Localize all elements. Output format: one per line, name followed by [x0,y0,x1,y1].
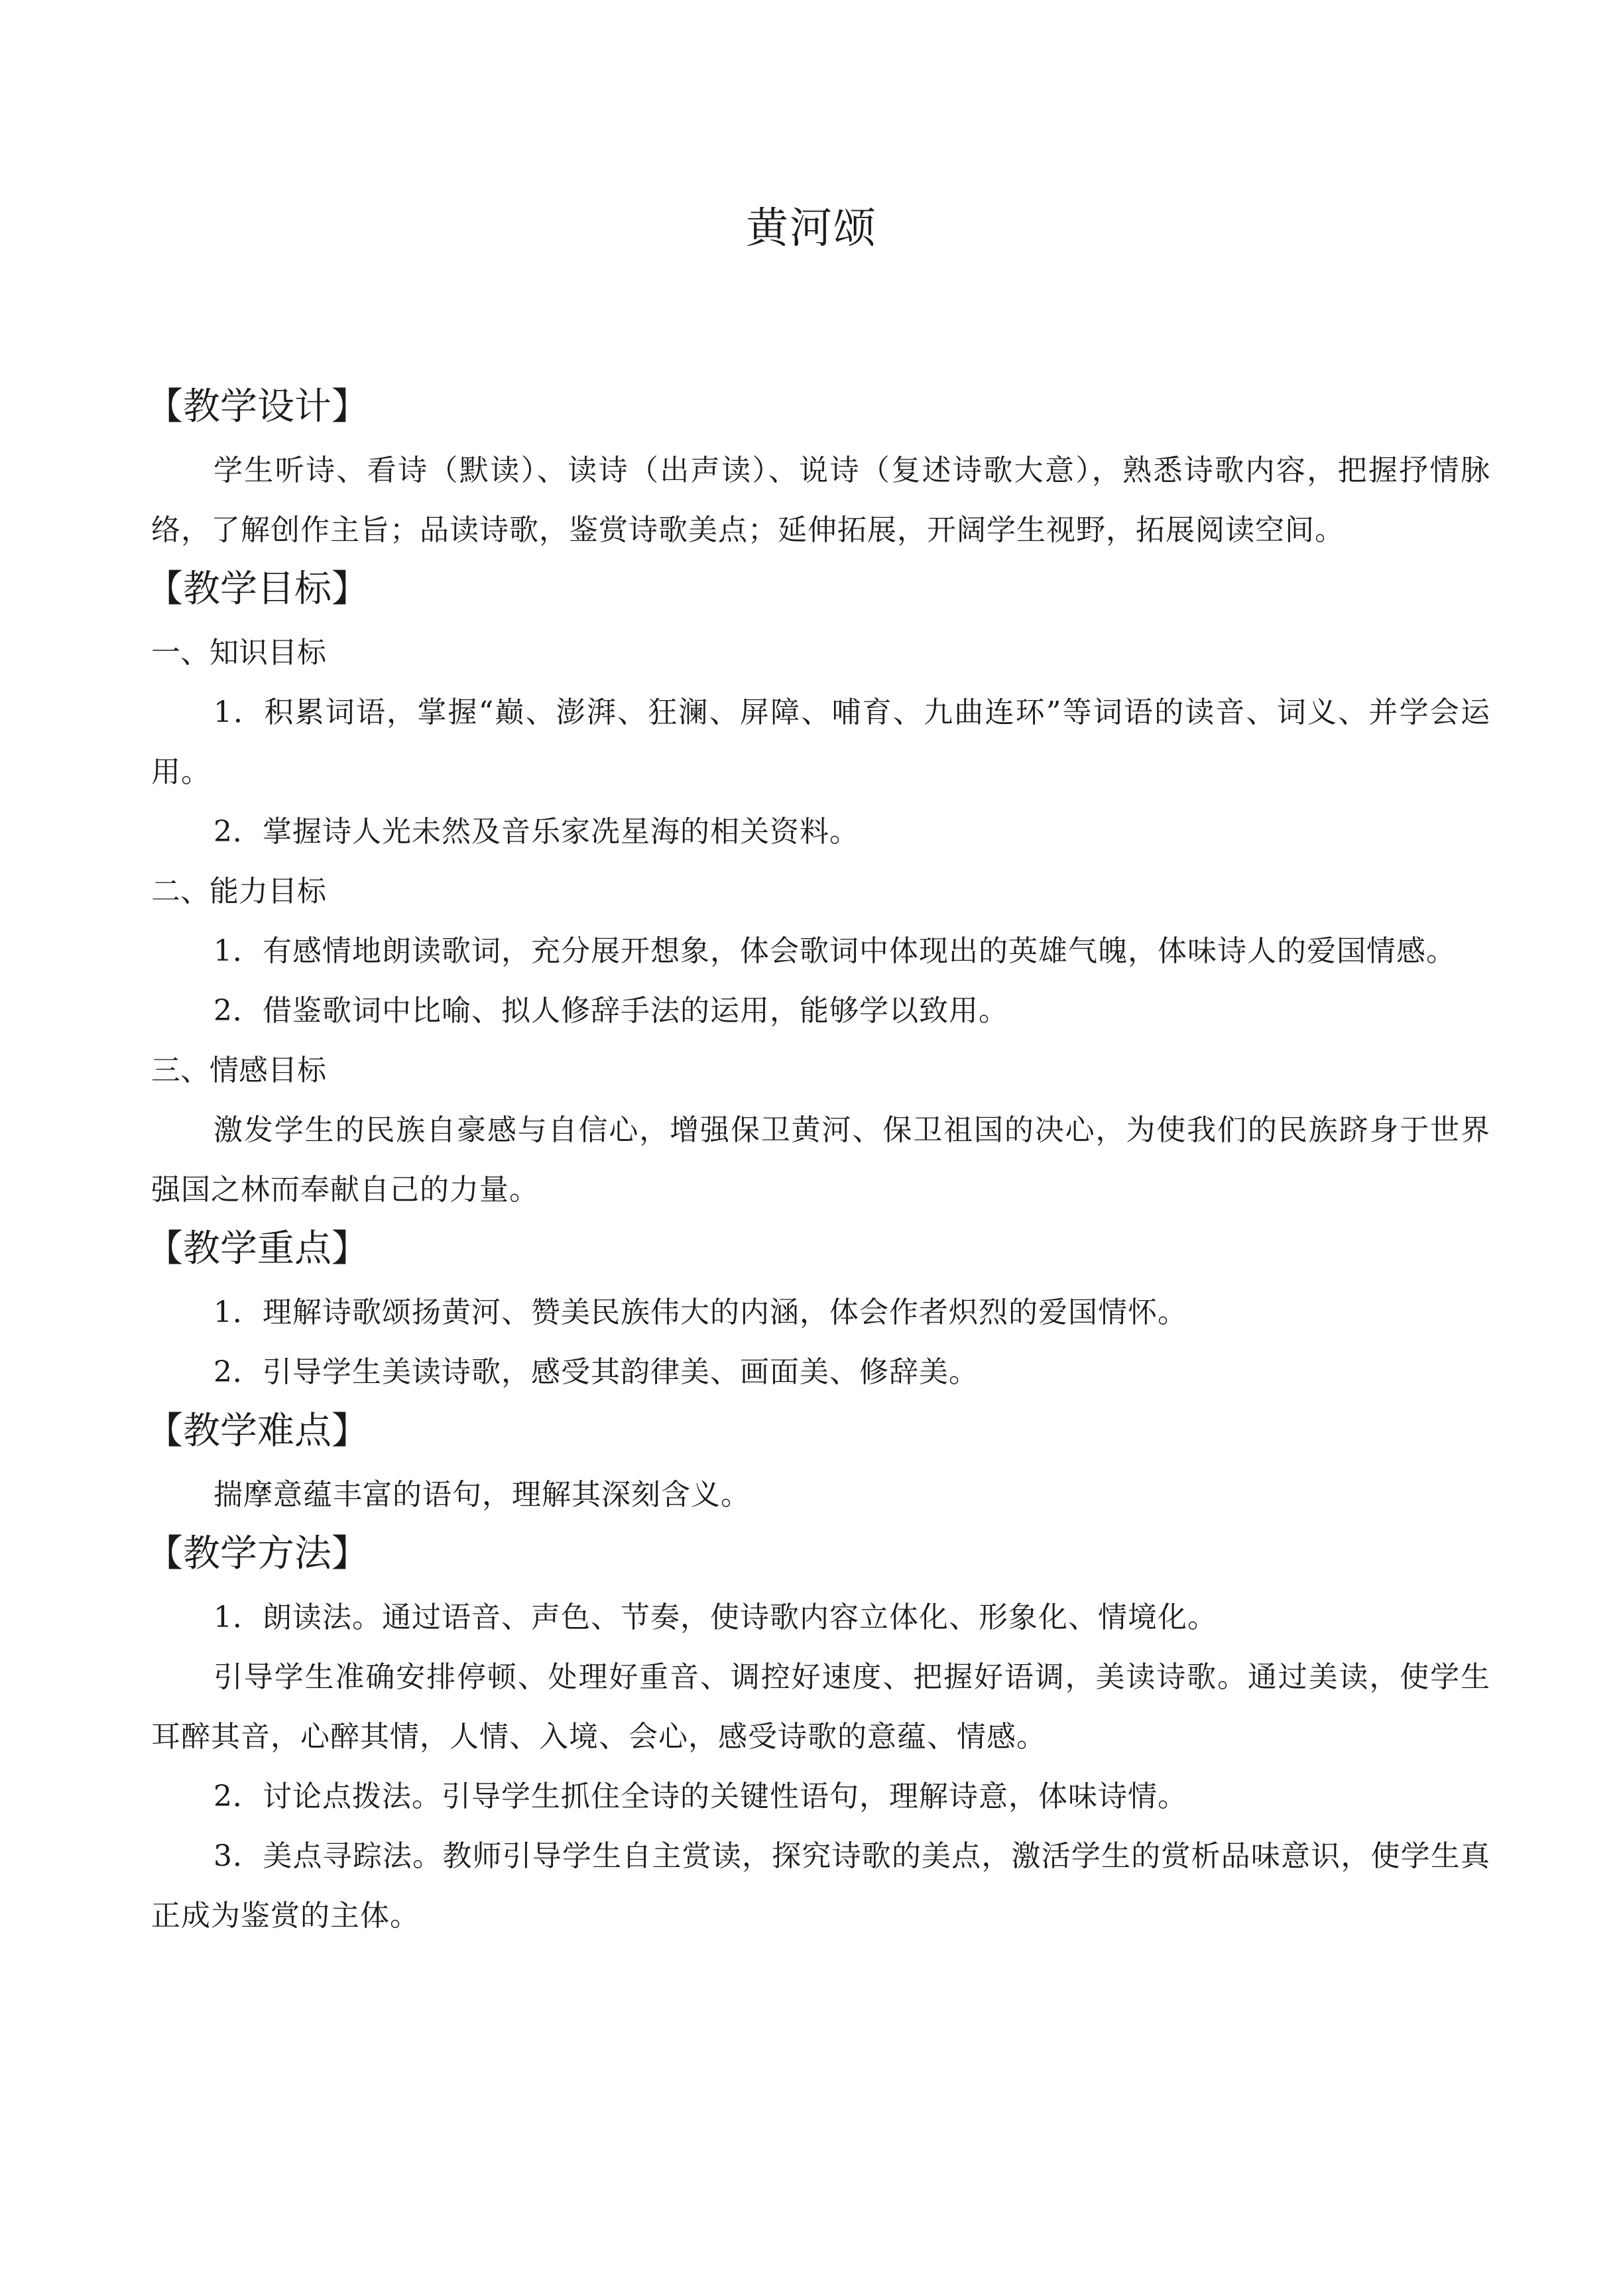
subheading-emotion-goals: 三、情感目标 [151,1054,326,1087]
design-paragraph: 学生听诗、看诗（默读）、读诗（出声读）、说诗（复述诗歌大意），熟悉诗歌内容，把握抒情脉络，了解创作主旨；品读诗歌，鉴赏诗歌美点；延伸拓展，开阔学生视野，拓展阅读空间。 [151,453,1490,547]
method-2: 2．讨论点拨法。引导学生抓住全诗的关键性语句，理解诗意，体味诗情。 [213,1780,1187,1813]
document-title: 黄河颂 [746,204,877,253]
knowledge-goal-1: 1．积累词语，掌握“巅、澎湃、狂澜、屏障、哺育、九曲连环”等词语的读音、词义、并学会运用。 [151,695,1490,789]
key-point-2: 2．引导学生美读诗歌，感受其韵律美、画面美、修辞美。 [213,1355,979,1389]
knowledge-goal-2: 2．掌握诗人光未然及音乐家冼星海的相关资料。 [213,815,859,849]
subheading-knowledge-goals: 一、知识目标 [151,636,326,670]
section-heading-methods: 【教学方法】 [146,1532,369,1575]
method-1-detail: 引导学生准确安排停顿、处理好重音、调控好速度、把握好语调，美读诗歌。通过美读，使学生耳醉其音，心醉其情，人情、入境、会心，感受诗歌的意蕴、情感。 [151,1660,1490,1754]
ability-goal-2: 2．借鉴歌词中比喻、拟人修辞手法的运用，能够学以致用。 [213,994,1008,1028]
key-point-1: 1．理解诗歌颂扬黄河、赞美民族伟大的内涵，体会作者炽烈的爱国情怀。 [213,1296,1187,1329]
document-body [146,378,1490,1946]
difficulty-1: 揣摩意蕴丰富的语句，理解其深刻含义。 [213,1478,751,1512]
method-3: 3．美点寻踪法。教师引导学生自主赏读，探究诗歌的美点，激活学生的赏析品味意识，使学生真正成为鉴赏的主体。 [151,1839,1490,1933]
ability-goal-1: 1．有感情地朗读歌词，充分展开想象，体会歌词中体现出的英雄气魄，体味诗人的爱国情感。 [213,934,1456,968]
section-heading-design: 【教学设计】 [146,385,369,428]
method-1: 1．朗读法。通过语音、声色、节奏，使诗歌内容立体化、形象化、情境化。 [213,1601,1217,1634]
emotion-goal-1: 激发学生的民族自豪感与自信心，增强保卫黄河、保卫祖国的决心，为使我们的民族跻身于世界强国之林而奉献自己的力量。 [151,1113,1490,1207]
section-heading-difficulties: 【教学难点】 [146,1410,369,1453]
section-heading-goals: 【教学目标】 [146,568,369,611]
subheading-ability-goals: 二、能力目标 [151,875,326,908]
section-heading-key-points: 【教学重点】 [146,1227,369,1270]
